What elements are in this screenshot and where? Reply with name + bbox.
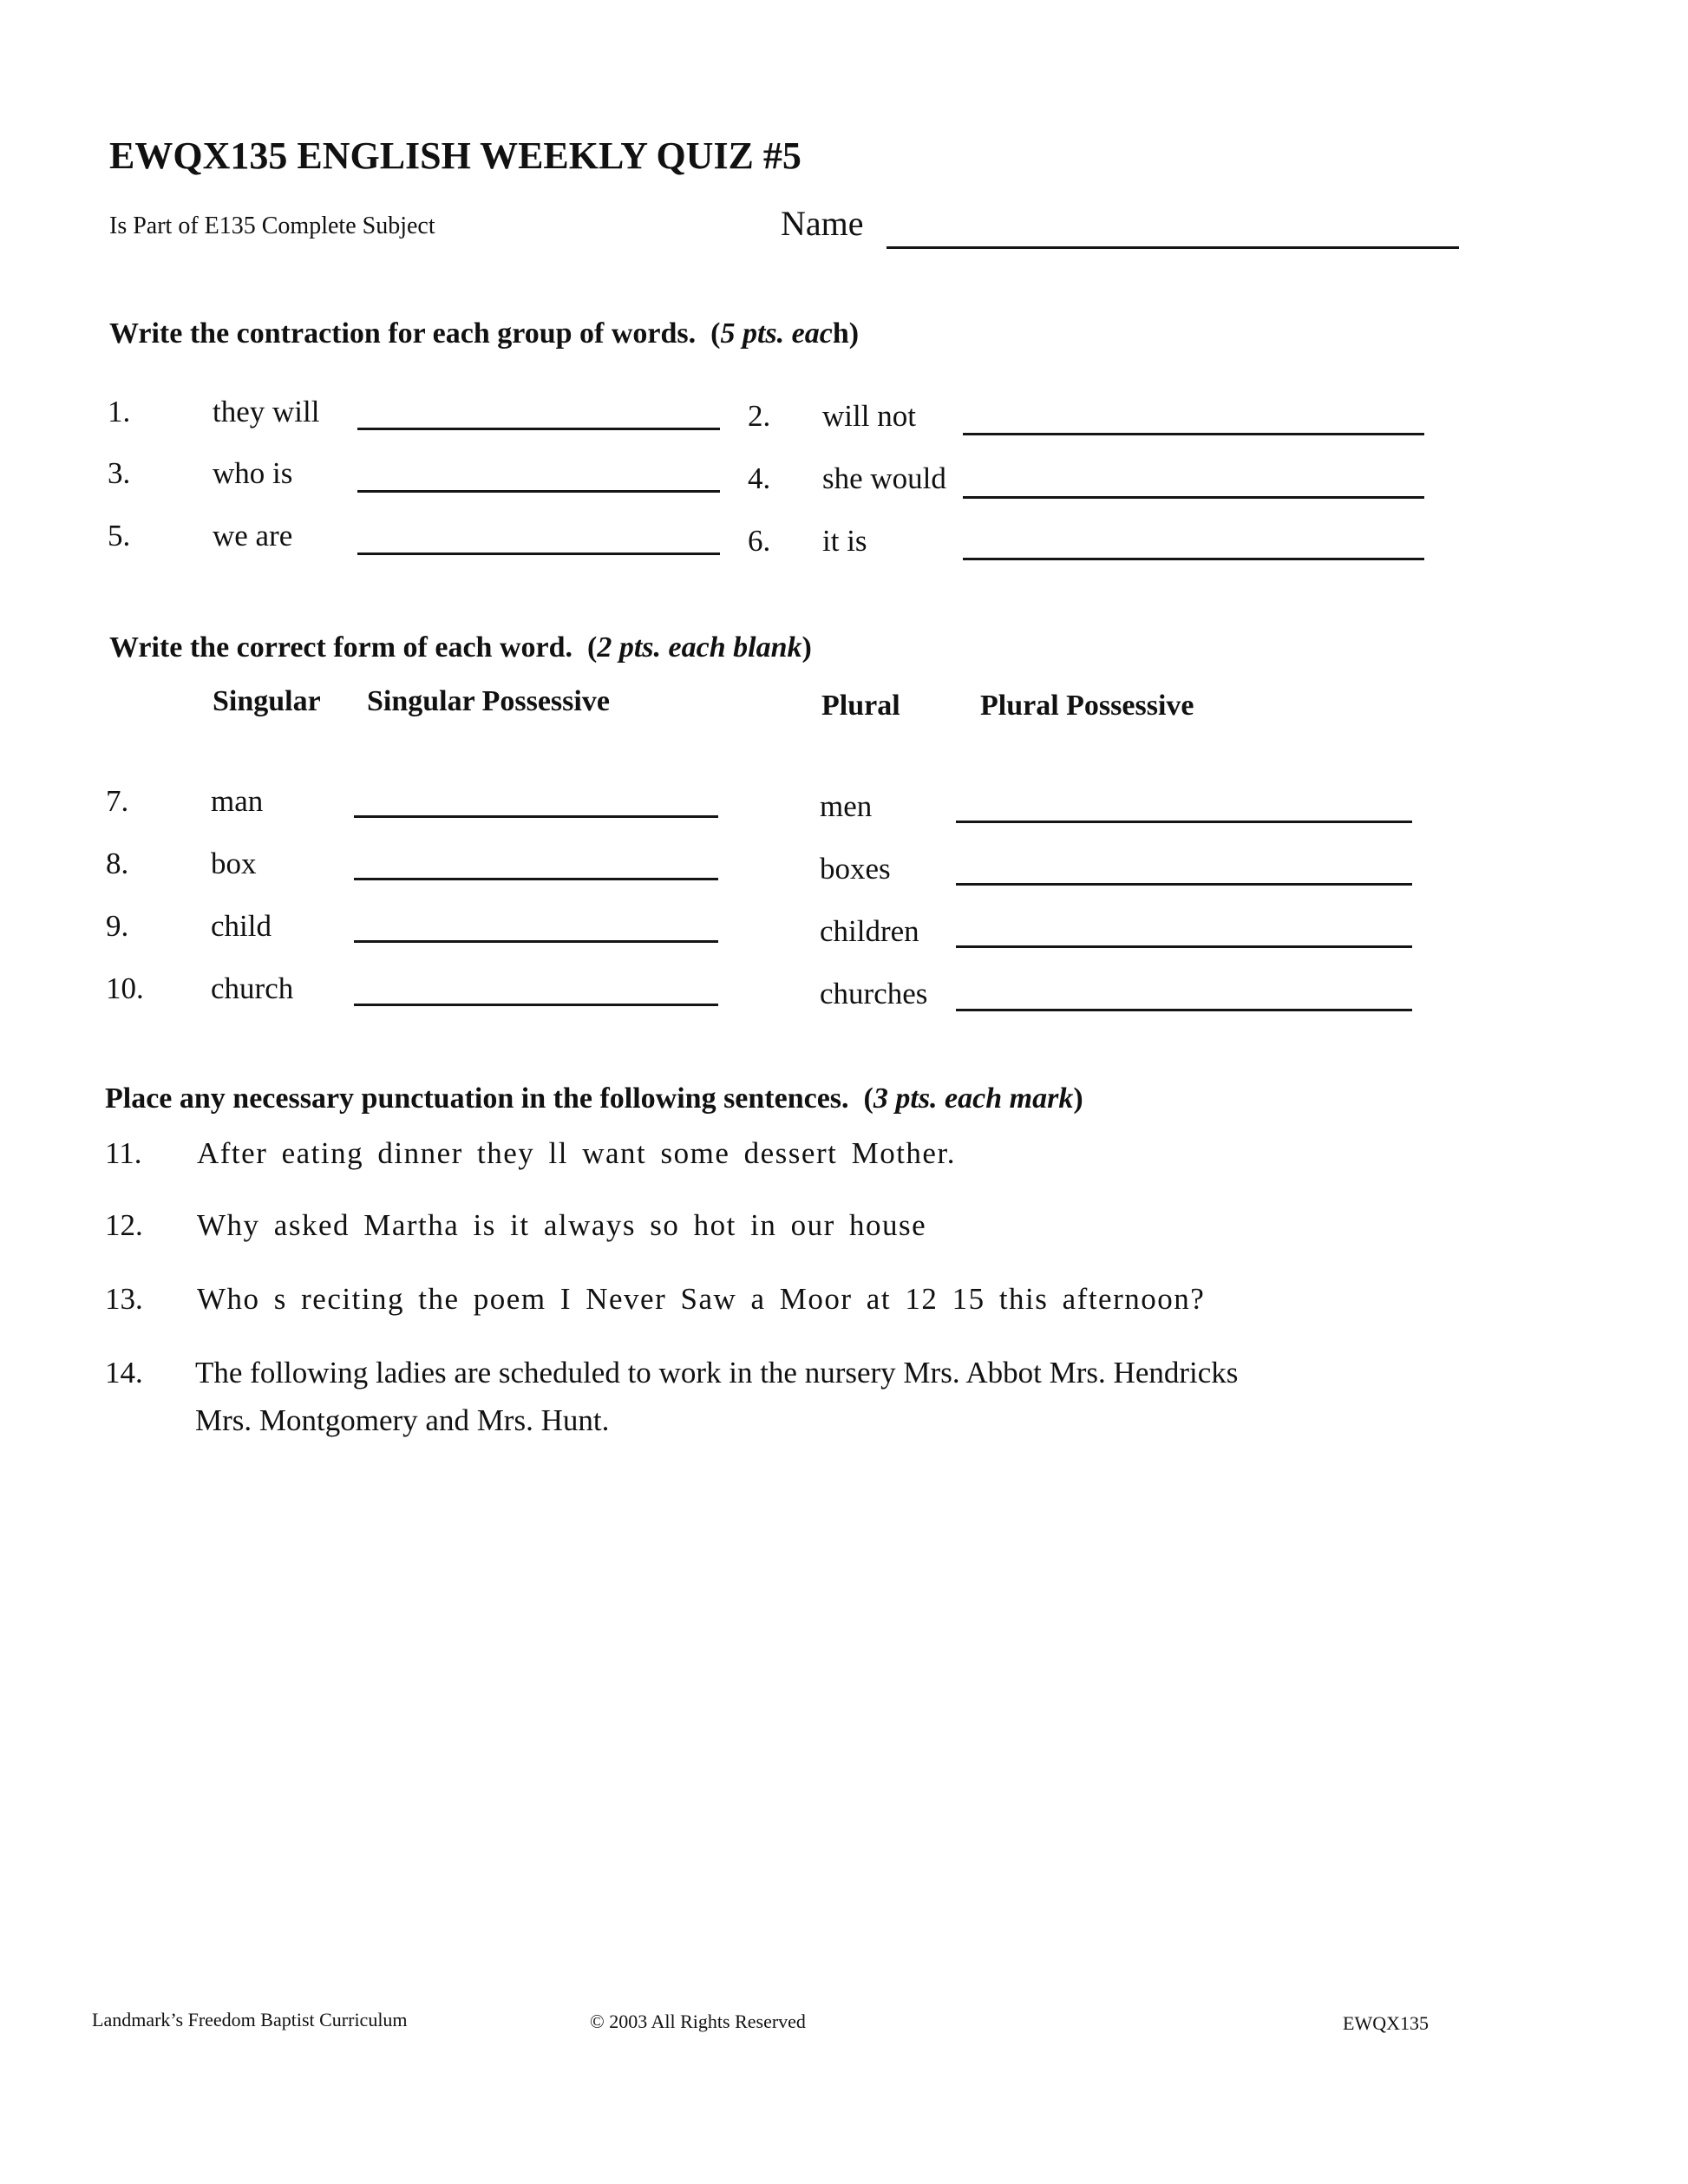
item-words: who is — [213, 456, 293, 490]
item-number: 6. — [748, 524, 771, 558]
item-number: 12. — [105, 1208, 143, 1242]
plural-word: men — [820, 789, 873, 823]
sentence-12: Why asked Martha is it always so hot in our house — [197, 1208, 927, 1242]
singular-possessive-blank-8[interactable] — [354, 878, 718, 880]
item-number: 8. — [106, 847, 129, 880]
singular-word: church — [211, 971, 294, 1005]
section3-points-close: ) — [1073, 1082, 1083, 1115]
singular-word: box — [211, 847, 257, 880]
subtitle: Is Part of E135 Complete Subject — [109, 213, 435, 239]
answer-blank-4[interactable] — [963, 496, 1424, 499]
section2-points-open: ( — [587, 631, 598, 664]
plural-possessive-blank-8[interactable] — [956, 883, 1412, 886]
singular-word: man — [211, 784, 264, 818]
item-words: they will — [213, 395, 320, 428]
section3-instruction: Place any necessary punctuation in the following sentences. — [105, 1082, 849, 1115]
sentence-13: Who s reciting the poem I Never Saw a Moor at 12 15 this afternoon? — [197, 1282, 1206, 1316]
column-header-singular-possessive: Singular Possessive — [367, 685, 610, 717]
item-number: 13. — [105, 1282, 143, 1316]
section2-points: 2 pts. each blank — [597, 631, 802, 664]
answer-blank-1[interactable] — [357, 428, 720, 430]
section3-points-open: ( — [863, 1082, 873, 1115]
singular-possessive-blank-7[interactable] — [354, 815, 718, 818]
section3-heading — [105, 1084, 1083, 1114]
sentence-14-continued: Mrs. Montgomery and Mrs. Hunt. — [195, 1403, 610, 1437]
plural-word: churches — [820, 977, 928, 1010]
plural-possessive-blank-7[interactable] — [956, 821, 1412, 823]
section3-points: 3 pts. each mark — [873, 1082, 1074, 1115]
answer-blank-6[interactable] — [963, 558, 1424, 560]
plural-word: boxes — [820, 852, 891, 886]
singular-possessive-blank-10[interactable] — [354, 1004, 718, 1006]
singular-possessive-blank-9[interactable] — [354, 940, 718, 943]
plural-possessive-blank-9[interactable] — [956, 945, 1412, 948]
section1-heading — [109, 319, 859, 349]
item-words: she would — [822, 461, 946, 495]
plural-possessive-blank-10[interactable] — [956, 1009, 1412, 1011]
name-field[interactable] — [887, 246, 1459, 249]
section2-instruction: Write the correct form of each word. — [109, 631, 573, 664]
item-number: 11. — [105, 1136, 142, 1170]
item-number: 5. — [108, 519, 131, 553]
item-number: 7. — [106, 784, 129, 818]
item-number: 14. — [105, 1356, 143, 1390]
footer-copyright: © 2003 All Rights Reserved — [590, 2011, 806, 2032]
item-number: 3. — [108, 456, 131, 490]
section1-instruction: Write the contraction for each group of words. — [109, 317, 697, 350]
sentence-14: The following ladies are scheduled to work in the nursery Mrs. Abbot Mrs. Hendricks — [195, 1356, 1239, 1390]
item-number: 4. — [748, 461, 771, 495]
name-label: Name — [781, 204, 864, 243]
answer-blank-5[interactable] — [357, 553, 720, 555]
footer-code: EWQX135 — [1343, 2012, 1429, 2034]
section1-points-open: ( — [710, 317, 721, 350]
section1-points-close: h) — [832, 317, 860, 350]
singular-word: child — [211, 909, 272, 943]
column-header-plural: Plural — [821, 690, 900, 722]
item-number: 10. — [106, 971, 144, 1005]
footer-publisher: Landmark’s Freedom Baptist Curriculum — [92, 2009, 408, 2030]
item-words: it is — [822, 524, 867, 558]
item-words: we are — [213, 519, 293, 553]
plural-word: children — [820, 914, 919, 948]
item-number: 1. — [108, 395, 131, 428]
section2-heading — [109, 633, 812, 663]
section1-points: 5 pts. eac — [720, 317, 833, 350]
column-header-plural-possessive: Plural Possessive — [980, 690, 1194, 722]
sentence-11: After eating dinner they ll want some dessert Mother. — [197, 1136, 956, 1170]
section2-points-close: ) — [801, 631, 812, 664]
item-number: 9. — [106, 909, 129, 943]
answer-blank-3[interactable] — [357, 490, 720, 493]
item-number: 2. — [748, 399, 771, 433]
quiz-title: EWQX135 ENGLISH WEEKLY QUIZ #5 — [109, 134, 801, 177]
item-words: will not — [822, 399, 916, 433]
answer-blank-2[interactable] — [963, 433, 1424, 435]
column-header-singular: Singular — [213, 685, 321, 717]
